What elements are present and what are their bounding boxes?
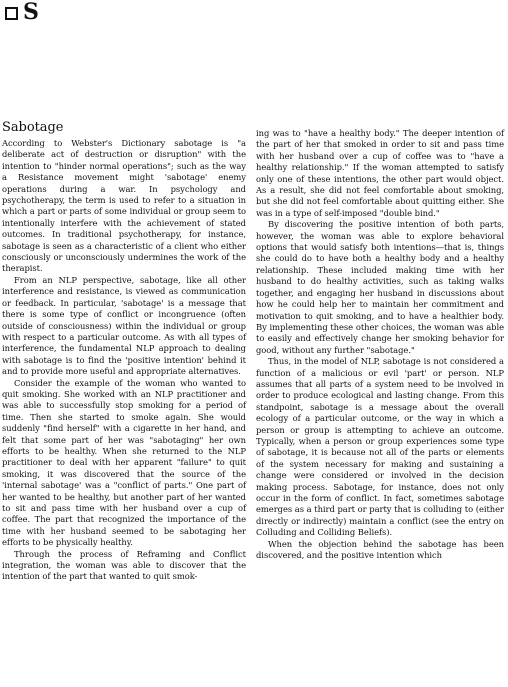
paragraph: By discovering the positive intention of both parts, however, the woman was able to explore behavioral options that would satisfy both intentions—that is, things she could do to have both a healthy body and a healthy relationship. These included making time with her husband to do healthy activities, such as taking walks together, and engaging her husband in discussions about how he could help her to maintain her commitment and motivation to quit smoking, and to have a healthier body. By implementing these other choices, the woman was able to easily and effectively change her smoking behavior for good, without any further "sabotage." xyxy=(256,219,504,355)
paragraph: Thus, in the model of NLP, sabotage is not considered a function of a malicious or evil 'part' or person. NLP assumes that all parts of a system need to be involved in order to produce ecological and lasting change. From this standpoint, sabotage is a message about the overall ecology of a particular outcome, or the way in which a person or group is attempting to achieve an outcome. Typically, when a person or group experiences some type of sabotage, it is because not all of the parts or elements of the system necessary for making and sustaining a change were considered or involved in the decision making process. Sabotage, for instance, does not only occur in the form of conflict. In fact, sometimes sabotage emerges as a third part or party that is colluding to (either directly or indirectly) maintain a conflict (see the entry on Colluding and Colliding Beliefs). xyxy=(256,356,504,538)
paragraph: When the objection behind the sabotage has been discovered, and the positive intention which xyxy=(256,538,504,561)
paragraph: Consider the example of the woman who wanted to quit smoking. She worked with an NLP practitioner and was able to successfully stop smoking for a period of time. Then she started to smoke again. She would suddenly "find herself" with a cigarette in her hand, and felt that some part of her was "sabotaging" her own efforts to be healthy. When she returned to the NLP practitioner to deal with her apparent "failure" to quit smoking, it was discovered that the source of the 'internal sabotage' was a "conflict of parts." One part of her wanted to be healthy, but another part of her wanted to sit and pass time with her husband over a cup of coffee. The part that recognized the importance of the time with her husband seemed to be sabotaging her efforts to be physically healthy. xyxy=(2,377,246,548)
section-letter: S xyxy=(23,0,39,25)
right-column xyxy=(256,128,504,561)
section-title: Sabotage xyxy=(2,120,64,135)
paragraph: ing was to "have a healthy body." The deeper intention of the part of her that smoked in order to sit and pass time with her husband over a cup of coffee was to "have a healthy relationship." If the woman attempted to satisfy only one of these intentions, the other part would object. As a result, she did not feel comfortable about smoking, but she did not feel comfortable about quitting either. She was in a type of self-imposed "double bind." xyxy=(256,128,504,218)
left-column xyxy=(2,120,246,583)
paragraph: From an NLP perspective, sabotage, like all other interference and resistance, is viewed as communication or feedback. In particular, 'sabotage' is a message that there is some type of conflict or incongruence (often outside of consciousness) within the individual or group with respect to a particular outcome. As with all types of interference, the fundamental NLP approach to dealing with sabotage is to find the 'positive intention' behind it and to provide more useful and appropriate alternatives. xyxy=(2,274,246,377)
paragraph: Through the process of Reframing and Conflict integration, the woman was able to discover that the intention of the part that wanted to quit smok- xyxy=(2,548,246,582)
paragraph: According to Webster's Dictionary sabotage is "a deliberate act of destruction or disruption" with the intention to "hinder normal operations"; such as the way a Resistance movement might 'sabotage' enemy operations during a war. In psychology and psychotherapy, the term is used to refer to a situation in which a part or parts of some individual or group seem to intentionally interfere with the achievement of stated outcomes. In traditional psychotherapy, for instance, sabotage is seen as a characteristic of a client who either consciously or unconsciously undermines the work of the therapist. xyxy=(2,138,246,274)
square-bullet-icon xyxy=(5,7,18,20)
page-header xyxy=(5,1,39,23)
